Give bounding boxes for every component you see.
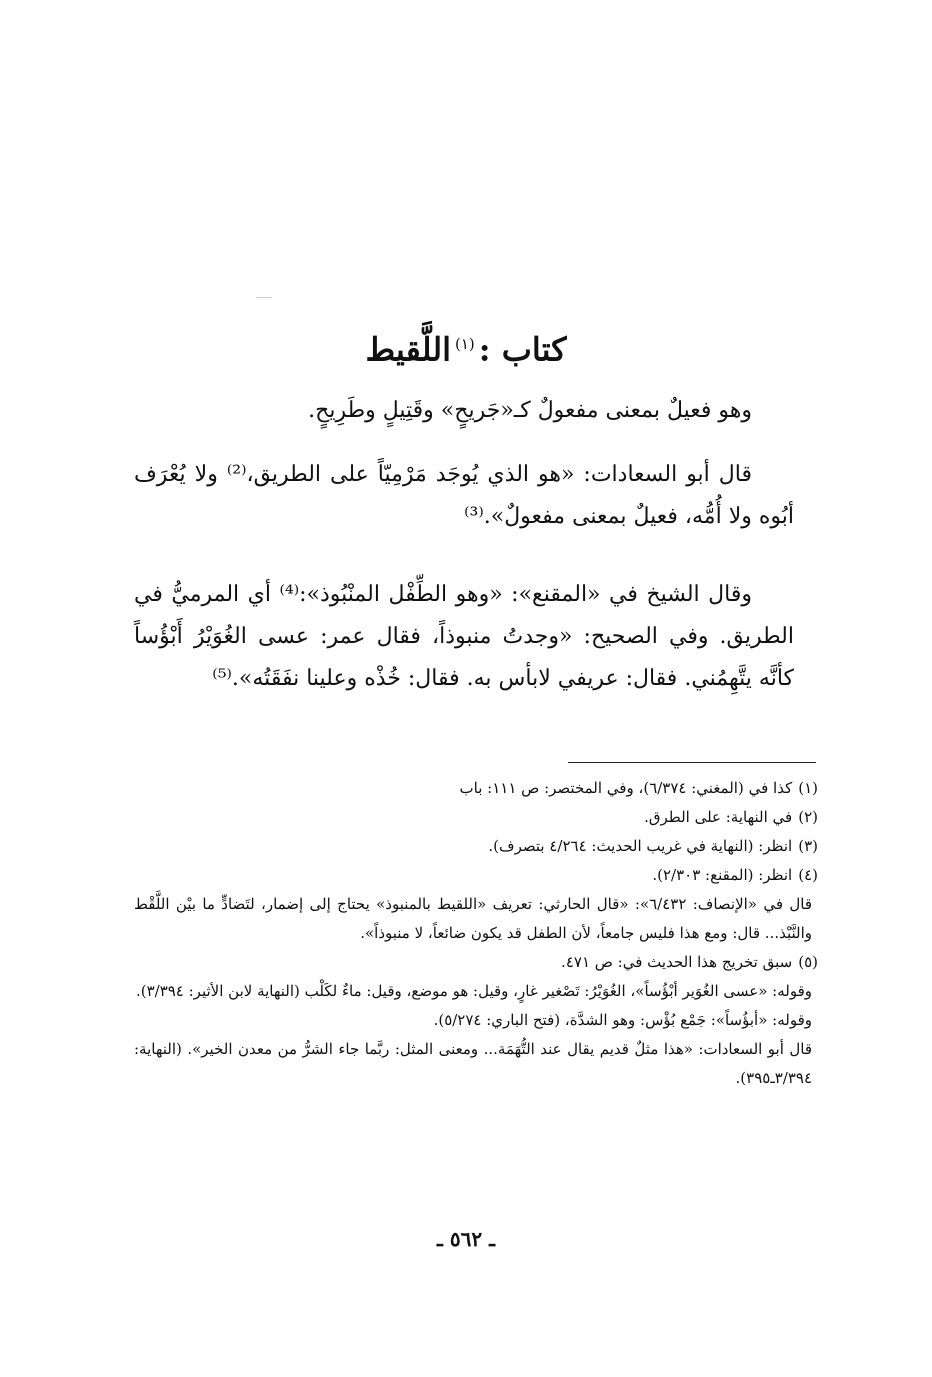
footnote-5 — [134, 948, 818, 1093]
chapter-title-main: اللَّقيط — [365, 330, 451, 369]
footnote-subtext: قال في «الإنصاف: ٦/٤٣٢»: «قال الحارثي: تعريف «اللقيط بالمنبوذ» يحتاج إلى إضمار، لتَضادٍّ ما بيْن اللَّقْط والنَّبْذ... قال: ومع هذا فليس جامعاً، لأن الطفل قد يكون ضائعاً، لا منبوذاً». — [134, 895, 813, 942]
footnote-4 — [134, 861, 818, 948]
footnote-text: انظر: (النهاية في غريب الحديث: ٤/٢٦٤ بتصرف). — [488, 837, 793, 855]
footnote-text: في النهاية: على الطرق. — [644, 808, 793, 826]
footnote-number: (٤) — [798, 866, 818, 884]
footnote-number: (١) — [798, 779, 818, 797]
footnote-separator — [568, 762, 816, 763]
footnote-line — [134, 803, 818, 832]
footnote-subtext: وقوله: «أبؤُساً»: جَمْع بُؤْس: وهو الشدَّة، (فتح الباري: ٥/٢٧٤). — [433, 1011, 812, 1029]
chapter-title-prefix: كتاب : — [478, 330, 567, 369]
footnote-line — [134, 774, 818, 803]
footnote-number: (٢) — [798, 808, 818, 826]
footnote-text: سبق تخريج هذا الحديث في: ص ٤٧١. — [561, 953, 793, 971]
footnote-number: (٣) — [798, 837, 818, 855]
footnote-line — [134, 832, 818, 861]
footnote-subtext: وقوله: «عسى الغُوَير أبْؤُساً»، الغُوَيْرُ: تَصْغير غارٍ، وقيل: هو موضع، وقيل: ماءٌ لكَلْب (النهاية لابن الأثير: ٣/٣٩٤). — [135, 982, 812, 1000]
footnote-2 — [134, 803, 818, 832]
footnotes — [134, 774, 818, 1093]
footnote-line — [134, 861, 818, 890]
scan-speck — [256, 297, 272, 298]
footnote-line — [134, 948, 818, 977]
footnote-1 — [134, 774, 818, 803]
footnote-number: (٥) — [798, 953, 818, 971]
footnote-3 — [134, 832, 818, 861]
footnote-text: انظر: (المقنع: ٢/٣٠٣). — [652, 866, 793, 884]
footnote-subtext: قال أبو السعادات: «هذا مثلٌ قديم يقال عند التُّهَمَة... ومعنى المثل: ربَّما جاء الشرُّ من معدن الخير». (النهاية: ٣/٣٩٤ـ٣٩٥). — [134, 1040, 812, 1087]
paragraph-definition: وهو فعيلٌ بمعنى مفعولٌ كـ«جَريحٍ» وقَتِيلٍ وطَرِيحٍ. — [308, 398, 752, 423]
chapter-note-ref: (١) — [454, 335, 475, 353]
paragraph-muqni: وقال الشيخ في «المقنع»: «وهو الطِّفْل المنْبُوذ»:⁽⁴⁾ أي المرميُّ في الطريق. وفي الصحيح: «وجدتُ منبوذاً، فقال عمر: عسى الغُوَيْرُ أَبْؤُساً كأنَّه يتَّهِمُني. فقال: عريفي لابأس به. فقال: خُذْه وعلينا نفَقَتُه».⁽⁵⁾ — [134, 582, 794, 691]
chapter-title — [0, 318, 932, 376]
footnote-text: كذا في (المغني: ٦/٣٧٤)، وفي المختصر: ص ١١١: باب — [459, 779, 793, 797]
paragraph-abu-saadat: قال أبو السعادات: «هو الذي يُوجَد مَرْمِيّاً على الطريق،⁽²⁾ ولا يُعْرَف أبُوه ولا أُمُّه، فعيلٌ بمعنى مفعولٌ».⁽³⁾ — [134, 462, 794, 529]
page-number: ـ ٥٦٢ ـ — [437, 1227, 495, 1251]
